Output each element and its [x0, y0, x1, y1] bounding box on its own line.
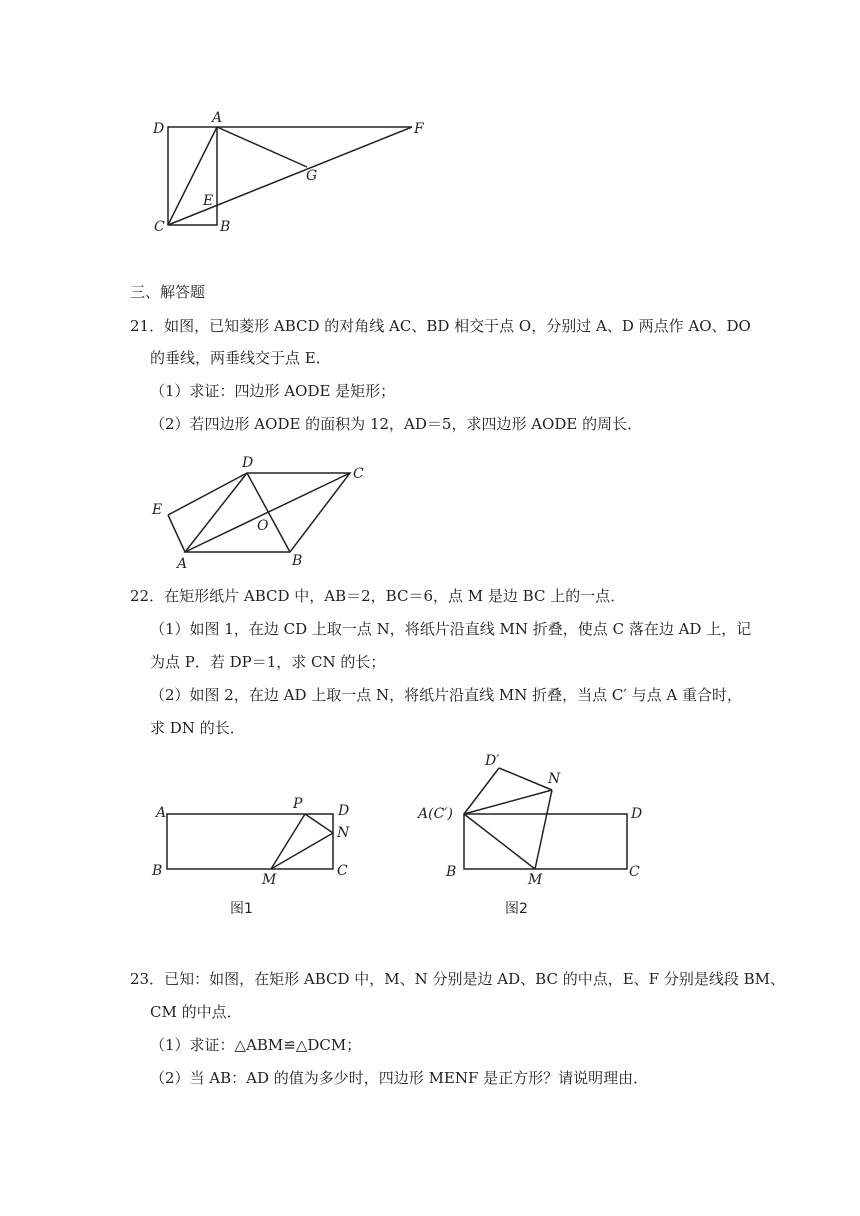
- figure-q22-2-lines: [464, 768, 627, 869]
- fig20-label-D: D: [153, 121, 165, 137]
- q23-line2: CM 的中点．: [150, 1003, 242, 1021]
- q22-part1a: （1）如图 1，在边 CD 上取一点 N，将纸片沿直线 MN 折叠，使点 C 落在边 AD 上，记: [150, 620, 752, 638]
- fig21-label-B: B: [292, 553, 303, 569]
- fig22-1-label-A: A: [156, 805, 167, 821]
- fig20-label-A: A: [212, 110, 223, 126]
- fig22-2-label-AC: A(C′): [418, 806, 453, 822]
- q21-part1: （1）求证：四边形 AODE 是矩形；: [150, 382, 396, 400]
- fig21-label-A: A: [177, 556, 188, 572]
- q23-part2: （2）当 AB：AD 的值为多少时，四边形 MENF 是正方形？请说明理由．: [150, 1069, 649, 1087]
- fig22-2-label-C: C: [629, 864, 640, 880]
- fig21-label-O: O: [257, 518, 269, 534]
- figure-q22-1: [0, 745, 420, 925]
- figure-q21: [0, 440, 860, 580]
- fig22-2-caption: 图2: [505, 901, 528, 917]
- figure-q21-lines: [168, 473, 350, 552]
- figure-q20: [0, 0, 860, 260]
- fig22-2-label-B: B: [446, 864, 457, 880]
- fig20-label-F: F: [414, 121, 424, 137]
- fig20-label-E: E: [203, 193, 214, 209]
- fig20-label-B: B: [220, 219, 231, 235]
- fig21-label-C: C: [353, 466, 364, 482]
- figure-q22-1-lines: [167, 814, 333, 869]
- fig22-1-label-N: N: [337, 825, 350, 841]
- section-heading: 三、解答题: [130, 283, 206, 301]
- q23-line1: 23．已知：如图，在矩形 ABCD 中，M、N 分别是边 AD、BC 的中点，E、F 分别是线段 BM、: [130, 970, 785, 988]
- q21-line2: 的垂线，两垂线交于点 E．: [150, 349, 331, 367]
- q21-line1: 21．如图，已知菱形 ABCD 的对角线 AC、BD 相交于点 O，分别过 A、D 两点作 AO、DO: [130, 317, 751, 335]
- figure-q20-lines: [168, 127, 412, 225]
- fig22-1-label-M: M: [262, 872, 277, 888]
- fig22-1-label-D: D: [338, 803, 350, 819]
- q21-part2: （2）若四边形 AODE 的面积为 12，AD＝5，求四边形 AODE 的周长．: [150, 415, 643, 433]
- q22-part2b: 求 DN 的长．: [150, 719, 245, 737]
- fig22-2-label-M: M: [528, 872, 543, 888]
- fig21-label-E: E: [152, 502, 163, 518]
- q23-part1: （1）求证：△ABM≌△DCM；: [150, 1036, 362, 1054]
- fig22-1-label-C: C: [337, 863, 348, 879]
- fig20-label-G: G: [306, 168, 318, 184]
- q22-line1: 22．在矩形纸片 ABCD 中，AB＝2，BC＝6，点 M 是边 BC 上的一点．: [130, 587, 626, 605]
- figure-q22-2: [400, 745, 840, 925]
- fig21-label-D: D: [242, 455, 254, 471]
- fig22-1-label-P: P: [293, 796, 303, 812]
- fig22-2-label-N: N: [548, 771, 561, 787]
- fig22-2-label-Dprime: D′: [485, 753, 500, 769]
- fig22-2-label-D: D: [631, 806, 643, 822]
- q22-part2a: （2）如图 2，在边 AD 上取一点 N，将纸片沿直线 MN 折叠，当点 C′ 与点 A 重合时，: [150, 686, 742, 704]
- fig20-label-C: C: [154, 219, 165, 235]
- q22-part1b: 为点 P．若 DP＝1，求 CN 的长；: [150, 653, 386, 671]
- fig22-1-label-B: B: [152, 863, 163, 879]
- fig22-1-caption: 图1: [230, 901, 253, 917]
